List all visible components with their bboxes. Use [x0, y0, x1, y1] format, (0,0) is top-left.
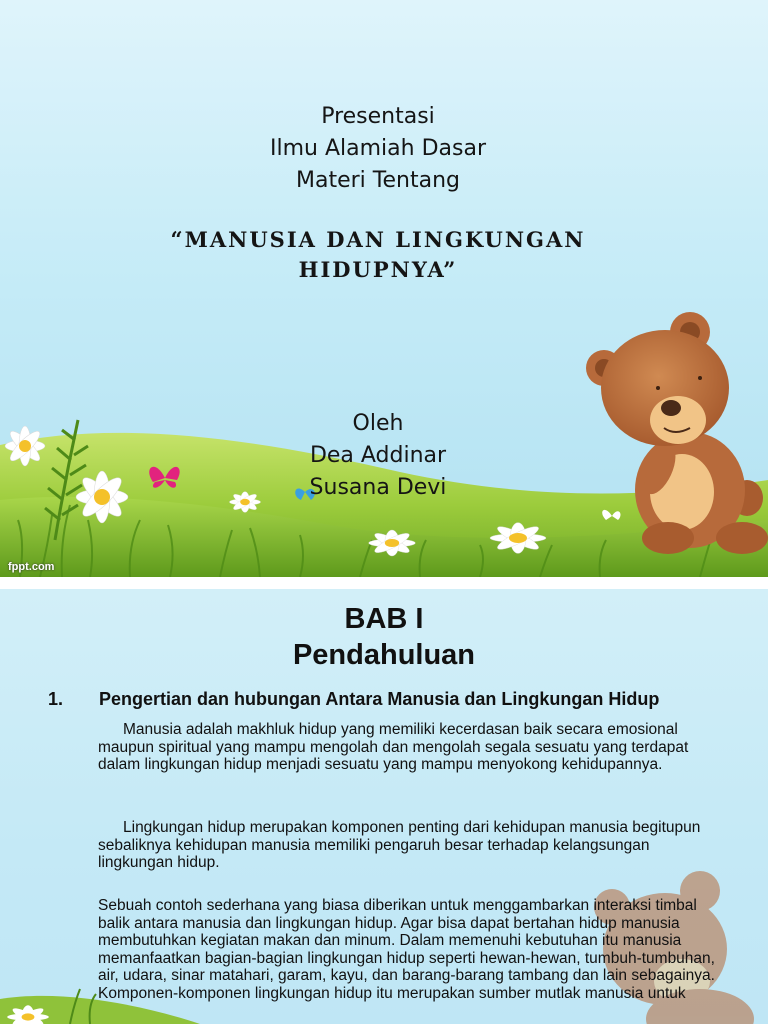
content-slide [0, 589, 768, 1024]
main-title-line-1: “MANUSIA DAN LINGKUNGAN [170, 227, 586, 252]
chapter-title: Pendahuluan [292, 639, 476, 671]
author-name-1: Dea Addinar [309, 443, 447, 468]
title-line-materi: Materi Tentang [296, 168, 460, 193]
section-title: Pengertian dan hubungan Antara Manusia dan Lingkungan Hidup [99, 689, 660, 709]
main-title-line-2: HIDUPNYA” [298, 257, 458, 282]
title-line-course: Ilmu Alamiah Dasar [270, 136, 486, 161]
section-number: 1. [48, 689, 64, 709]
watermark: fppt.com [8, 561, 55, 573]
paragraph-3: Sebuah contoh sederhana yang biasa diberikan untuk menggambarkan interaksi timbal balik antara manusia dan lingkungan hidup. Agar bisa dapat bertahan hidup manusia membutuhkan kegiatan makan dan minum. Dalam memenuhi kebutuhan itu manusia memanfaatkan bagian-bagian lingkungan hidup seperti hewan-hewan, tumbuh-tumbuhan, air, udara, sinar matahari, garam, kayu, dan barang-barang tambang dan lain sebagainya. Komponen-komponen lingkungan hidup itu merupakan sumber mutlak manusia untuk [98, 897, 715, 1002]
paragraph-1: Manusia adalah makhluk hidup yang memiliki kecerdasan baik secara emosional maupun spiritual yang mampu mengolah dan mengolah segala sesuatu yang terdapat dalam lingkungan hidup menjadi sesuatu yang mampu menyokong kehidupannya. [98, 721, 689, 773]
chapter-number: BAB I [344, 603, 424, 635]
author-name-2: Susana Devi [309, 475, 447, 500]
title-line-presentasi: Presentasi [321, 104, 435, 129]
author-label: Oleh [352, 411, 404, 436]
paragraph-2: Lingkungan hidup merupakan komponen penting dari kehidupan manusia begitupun sebaliknya kehidupan manusia memiliki pengaruh besar terhadap kelangsungan lingkungan hidup. [98, 819, 701, 871]
